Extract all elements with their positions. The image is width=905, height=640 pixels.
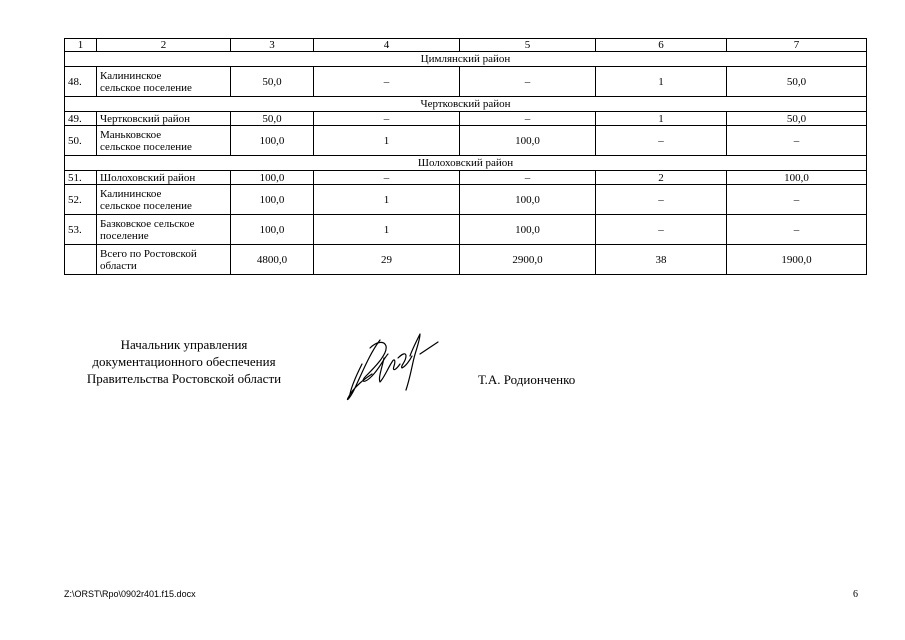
column-number: 3	[231, 39, 314, 52]
row-name-line: Маньковское	[100, 128, 162, 141]
section-row	[65, 97, 867, 112]
row-name-line: области	[100, 259, 137, 272]
file-path: Z:\ORST\Rpo\0902r401.f15.docx	[64, 589, 196, 599]
section-title: Шолоховский район	[65, 156, 867, 171]
row-name-line: сельское поселение	[100, 199, 192, 212]
row-name-line: Калининское	[100, 187, 162, 200]
table-row	[65, 67, 867, 97]
cell-col6: 38	[596, 245, 727, 275]
cell-col3: 50,0	[231, 67, 314, 97]
cell-col3: 100,0	[231, 215, 314, 245]
cell-col5: 100,0	[460, 215, 596, 245]
cell-col6: –	[596, 185, 727, 215]
cell-col5: 100,0	[460, 126, 596, 156]
row-name: Чертковский район	[97, 112, 231, 126]
column-number: 2	[97, 39, 231, 52]
position-line: документационного обеспечения	[92, 354, 276, 369]
cell-col7: 50,0	[727, 112, 867, 126]
cell-col4: –	[314, 112, 460, 126]
cell-col3: 100,0	[231, 126, 314, 156]
signatory-name: Т.А. Родионченко	[478, 372, 576, 387]
column-number: 4	[314, 39, 460, 52]
handwritten-signature	[340, 328, 450, 408]
row-name-line: сельское поселение	[100, 140, 192, 153]
column-number: 5	[460, 39, 596, 52]
cell-col5: –	[460, 112, 596, 126]
cell-col4: 1	[314, 185, 460, 215]
table-row	[65, 185, 867, 215]
row-name	[97, 215, 231, 245]
position-line: Правительства Ростовской области	[86, 371, 282, 386]
cell-col7: –	[727, 185, 867, 215]
cell-col7: –	[727, 126, 867, 156]
cell-col7: –	[727, 215, 867, 245]
signatory-position	[64, 336, 304, 387]
cell-col5: 100,0	[460, 185, 596, 215]
row-number: 48.	[65, 67, 97, 97]
section-title: Чертковский район	[65, 97, 867, 112]
cell-col5: 2900,0	[460, 245, 596, 275]
data-table	[64, 38, 867, 275]
row-name-line: сельское поселение	[100, 81, 192, 94]
cell-col3: 100,0	[231, 171, 314, 185]
cell-col4: 29	[314, 245, 460, 275]
cell-col7: 50,0	[727, 67, 867, 97]
row-name-line: Всего по Ростовской	[100, 247, 197, 260]
row-number: 51.	[65, 171, 97, 185]
cell-col4: –	[314, 67, 460, 97]
cell-col6: –	[596, 215, 727, 245]
cell-col6: –	[596, 126, 727, 156]
total-row	[65, 245, 867, 275]
section-title: Цимлянский район	[65, 52, 867, 67]
row-name: Шолоховский район	[97, 171, 231, 185]
row-number: 49.	[65, 112, 97, 126]
cell-col3: 100,0	[231, 185, 314, 215]
cell-col3: 50,0	[231, 112, 314, 126]
cell-col6: 1	[596, 67, 727, 97]
row-name	[97, 126, 231, 156]
cell-col7: 1900,0	[727, 245, 867, 275]
position-line: Начальник управления	[120, 337, 248, 352]
row-name	[97, 245, 231, 275]
column-number: 6	[596, 39, 727, 52]
cell-col4: 1	[314, 215, 460, 245]
column-number: 1	[65, 39, 97, 52]
cell-col7: 100,0	[727, 171, 867, 185]
section-row	[65, 52, 867, 67]
table-header-row	[65, 39, 867, 52]
cell-col4: –	[314, 171, 460, 185]
row-name	[97, 67, 231, 97]
row-number: 53.	[65, 215, 97, 245]
cell-col4: 1	[314, 126, 460, 156]
row-name	[97, 185, 231, 215]
table-row	[65, 126, 867, 156]
section-row	[65, 156, 867, 171]
cell-col5: –	[460, 67, 596, 97]
table-row	[65, 215, 867, 245]
table-row	[65, 171, 867, 185]
cell-col5: –	[460, 171, 596, 185]
table-row	[65, 112, 867, 126]
row-name-line: поселение	[100, 229, 149, 242]
row-number: 50.	[65, 126, 97, 156]
cell-col3: 4800,0	[231, 245, 314, 275]
row-number: 52.	[65, 185, 97, 215]
cell-col6: 2	[596, 171, 727, 185]
row-number	[65, 245, 97, 275]
cell-col6: 1	[596, 112, 727, 126]
row-name-line: Базковское сельское	[100, 217, 195, 230]
column-number: 7	[727, 39, 867, 52]
row-name-line: Калининское	[100, 69, 162, 82]
page-number: 6	[853, 589, 858, 600]
